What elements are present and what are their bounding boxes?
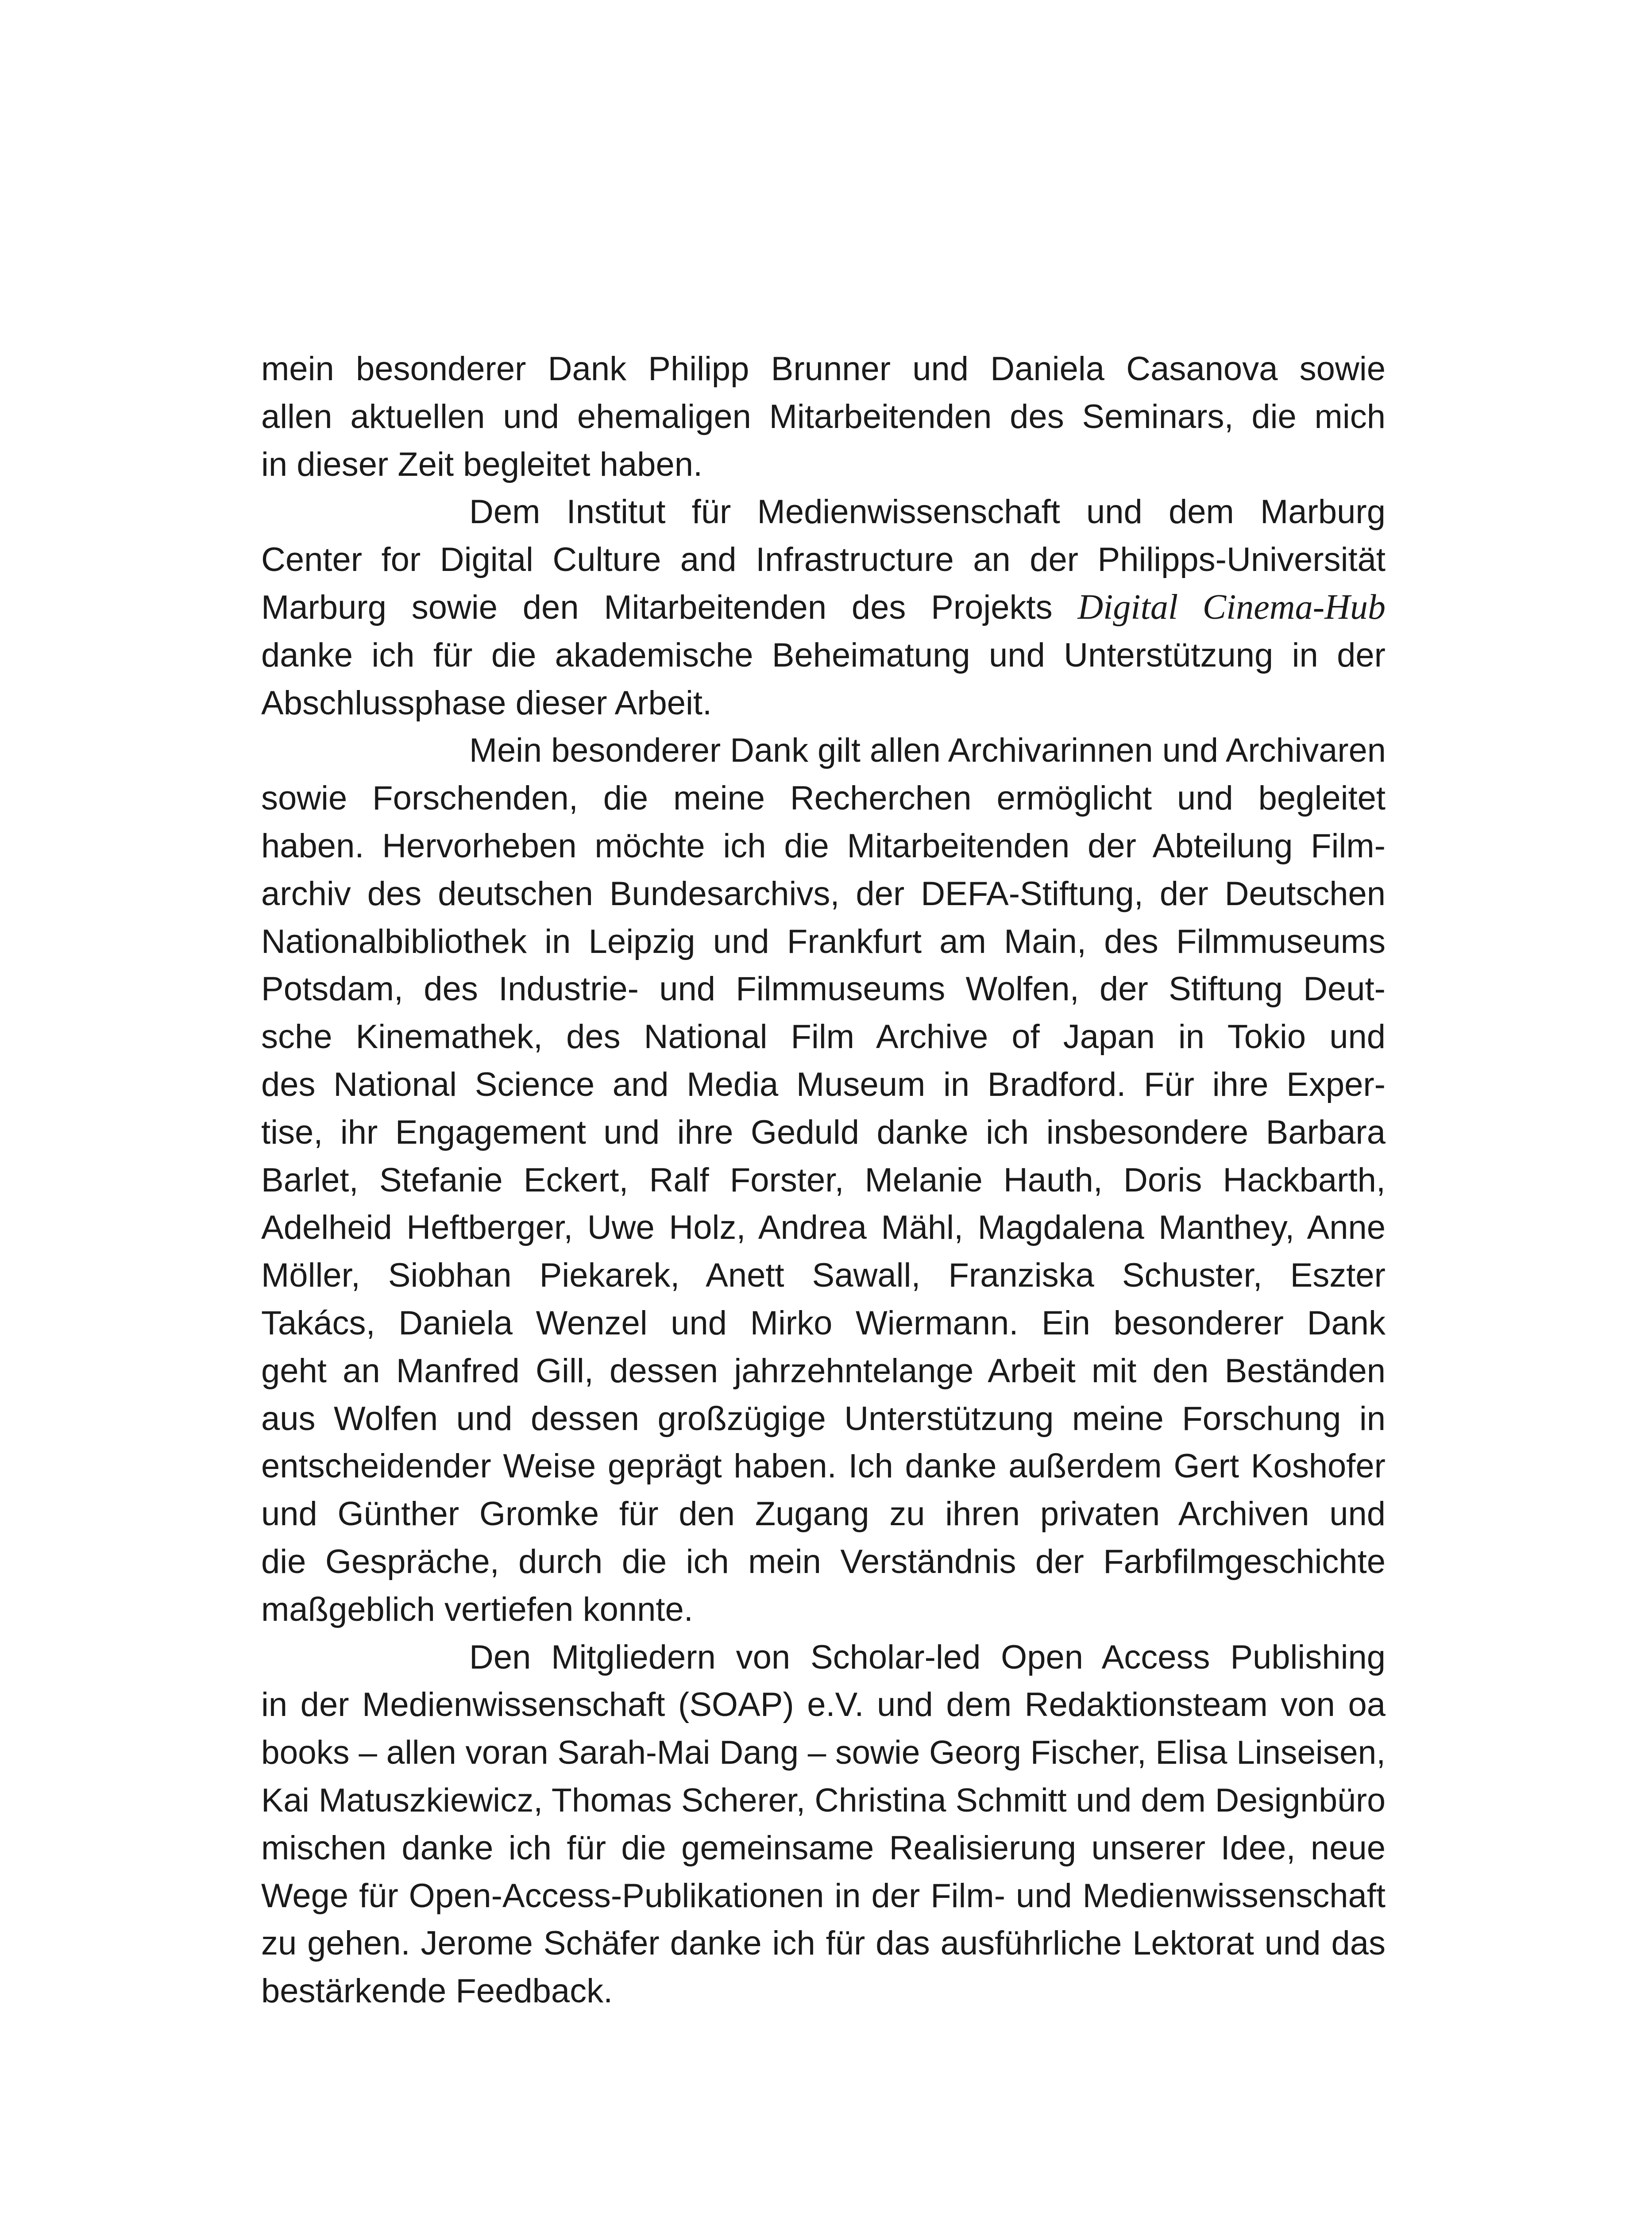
text-line: mischen danke ich für die gemeinsame Realisierung unserer Idee, neue bbox=[261, 1829, 1386, 1867]
text-line: Barlet, Stefanie Eckert, Ralf Forster, Melanie Hauth, Doris Hackbarth, bbox=[261, 1161, 1386, 1199]
text-line: Center for Digital Culture and Infrastructure an der Philipps-Universität bbox=[261, 541, 1386, 579]
text-line: haben. Hervorheben möchte ich die Mitarbeitenden der Abteilung Film- bbox=[261, 827, 1386, 865]
text-run: Marburg sowie den Mitarbeitenden des Projekts bbox=[261, 588, 1078, 626]
paragraph bbox=[261, 345, 1386, 488]
text-line: Dem Institut für Medienwissenschaft und dem Marburg bbox=[469, 493, 1386, 531]
text-line: mein besonderer Dank Philipp Brunner und Daniela Casanova sowie bbox=[261, 350, 1386, 388]
text-line: sche Kinemathek, des National Film Archive of Japan in Tokio und bbox=[261, 1018, 1386, 1056]
text-line: Takács, Daniela Wenzel und Mirko Wiermann. Ein besonderer Dank bbox=[261, 1304, 1386, 1342]
text-line: maßgeblich vertiefen konnte. bbox=[261, 1590, 693, 1628]
text-line: Kai Matuszkiewicz, Thomas Scherer, Christina Schmitt und dem Designbüro bbox=[261, 1781, 1386, 1819]
text-line: aus Wolfen und dessen großzügige Unterstützung meine Forschung in bbox=[261, 1400, 1386, 1438]
text-line: des National Science and Media Museum in Bradford. Für ihre Exper- bbox=[261, 1065, 1386, 1103]
text-line: danke ich für die akademische Beheimatung und Unterstützung in der bbox=[261, 636, 1386, 674]
text-line: Abschlussphase dieser Arbeit. bbox=[261, 684, 712, 722]
text-line: sowie Forschenden, die meine Recherchen ermöglicht und begleitet bbox=[261, 779, 1386, 817]
text-line: entscheidender Weise geprägt haben. Ich danke außerdem Gert Koshofer bbox=[261, 1447, 1386, 1485]
text-line: Potsdam, des Industrie- und Filmmuseums Wolfen, der Stiftung Deut- bbox=[261, 970, 1386, 1008]
text-line: allen aktuellen und ehemaligen Mitarbeitenden des Seminars, die mich bbox=[261, 397, 1386, 436]
text-line bbox=[261, 584, 1386, 632]
paragraph bbox=[261, 488, 1386, 727]
text-line: books – allen voran Sarah-Mai Dang – sowie Georg Fischer, Elisa Linseisen, bbox=[261, 1734, 1386, 1771]
body-text bbox=[261, 345, 1386, 2015]
text-line: Den Mitgliedern von Scholar-led Open Access Publishing bbox=[469, 1638, 1386, 1676]
text-line: Nationalbibliothek in Leipzig und Frankfurt am Main, des Filmmuseums bbox=[261, 922, 1386, 960]
text-line: Wege für Open-Access-Publikationen in der Film- und Medienwissenschaft bbox=[261, 1877, 1386, 1915]
text-line: archiv des deutschen Bundesarchivs, der DEFA-Stiftung, der Deutschen bbox=[261, 875, 1386, 913]
text-line: bestärkende Feedback. bbox=[261, 1972, 613, 2010]
project-title-italic: Digital Cinema-Hub bbox=[1077, 587, 1386, 627]
text-line: zu gehen. Jerome Schäfer danke ich für das ausführliche Lektorat und das bbox=[261, 1924, 1386, 1962]
text-line: Mein besonderer Dank gilt allen Archivarinnen und Archivaren bbox=[469, 732, 1386, 770]
text-line: geht an Manfred Gill, dessen jahrzehntelange Arbeit mit den Beständen bbox=[261, 1352, 1386, 1390]
paragraph bbox=[261, 1634, 1386, 2015]
text-line: Adelheid Heftberger, Uwe Holz, Andrea Mähl, Magdalena Manthey, Anne bbox=[261, 1209, 1386, 1247]
text-line: und Günther Gromke für den Zugang zu ihren privaten Archiven und bbox=[261, 1495, 1386, 1533]
text-line: die Gespräche, durch die ich mein Verständnis der Farbfilmgeschichte bbox=[261, 1542, 1386, 1581]
text-line: tise, ihr Engagement und ihre Geduld danke ich insbesondere Barbara bbox=[261, 1113, 1386, 1151]
text-line: in der Medienwissenschaft (SOAP) e.V. und dem Redaktionsteam von oa bbox=[261, 1686, 1386, 1724]
paragraph bbox=[261, 727, 1386, 1633]
text-line: Möller, Siobhan Piekarek, Anett Sawall, Franziska Schuster, Eszter bbox=[261, 1257, 1386, 1295]
text-line: in dieser Zeit begleitet haben. bbox=[261, 445, 703, 483]
